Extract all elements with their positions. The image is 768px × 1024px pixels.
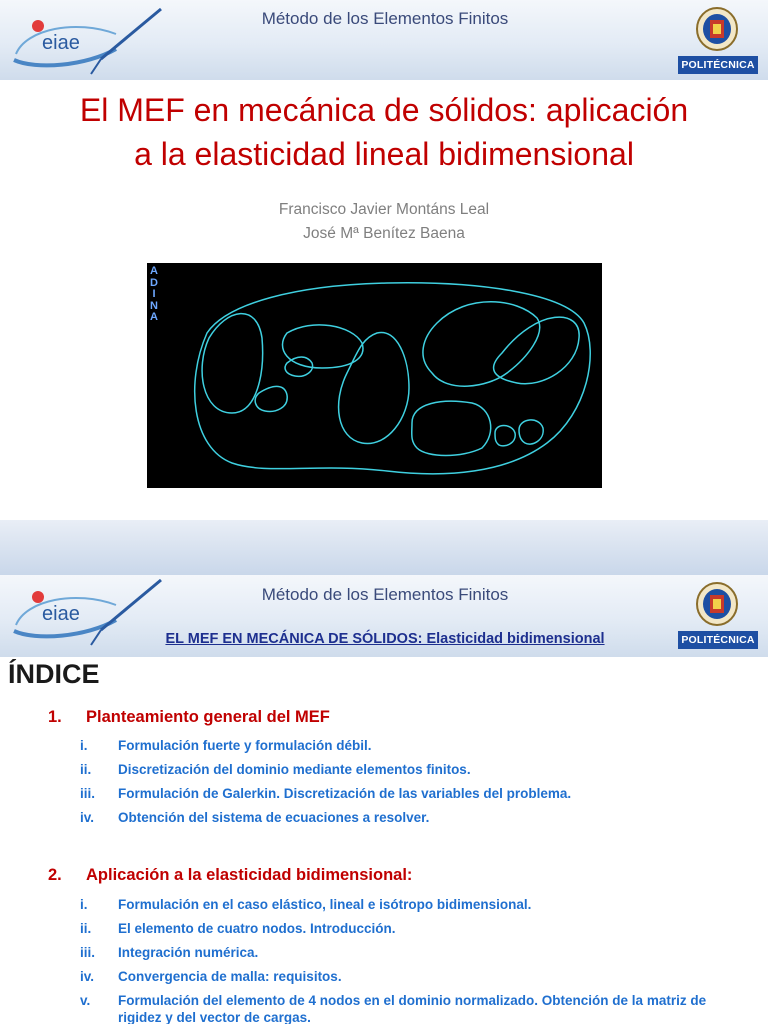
author-1: Francisco Javier Montáns Leal bbox=[278, 201, 490, 218]
upm-logo bbox=[678, 581, 758, 651]
presentation-title bbox=[20, 88, 748, 176]
hole-10 bbox=[519, 420, 543, 444]
upm-shield-icon bbox=[695, 6, 739, 52]
hole-8 bbox=[412, 401, 491, 455]
list-item bbox=[80, 785, 760, 802]
title-line-2: a la elasticidad lineal bidimensional bbox=[134, 136, 634, 172]
list-item bbox=[80, 737, 760, 754]
index-slide bbox=[0, 575, 768, 1024]
section-2-title bbox=[48, 866, 412, 885]
upm-label: POLITÉCNICA bbox=[678, 56, 758, 74]
item-text: Discretización del dominio mediante elementos finitos. bbox=[118, 762, 471, 777]
title-line-1: El MEF en mecánica de sólidos: aplicación bbox=[79, 92, 689, 128]
adina-letter: A bbox=[150, 311, 158, 323]
list-item bbox=[80, 761, 760, 778]
item-numeral: iv. bbox=[80, 969, 95, 984]
item-text: Formulación del elemento de 4 nodos en el dominio normalizado. Obtención de la matriz de rigidez y del vector de cargas. bbox=[118, 993, 707, 1024]
list-item bbox=[80, 896, 760, 913]
list-item bbox=[80, 920, 760, 937]
adina-letter: I bbox=[152, 288, 156, 300]
item-numeral: v. bbox=[80, 993, 91, 1008]
section-number: 2. bbox=[48, 866, 62, 884]
adina-letter: N bbox=[150, 299, 158, 312]
eiae-logo-text: eiae bbox=[42, 32, 80, 54]
outer-boundary bbox=[195, 283, 591, 474]
item-text: Formulación fuerte y formulación débil. bbox=[118, 738, 372, 753]
list-item bbox=[80, 809, 760, 826]
item-numeral: iii. bbox=[80, 786, 96, 801]
section-number: 1. bbox=[48, 708, 62, 726]
slide-separator bbox=[0, 520, 768, 575]
item-text: Formulación de Galerkin. Discretización de las variables del problema. bbox=[118, 786, 572, 801]
list-item bbox=[80, 944, 760, 961]
slide-header bbox=[0, 575, 768, 657]
upm-label: POLITÉCNICA bbox=[678, 631, 758, 649]
index-heading: ÍNDICE bbox=[8, 659, 100, 689]
item-numeral: i. bbox=[80, 897, 88, 912]
mesh-outline-drawing bbox=[147, 263, 602, 488]
upm-logo bbox=[678, 6, 758, 76]
section-1-title bbox=[48, 708, 330, 727]
section-title-text: Aplicación a la elasticidad bidimensional: bbox=[86, 866, 413, 884]
item-numeral: iv. bbox=[80, 810, 95, 825]
mesh-figure bbox=[147, 263, 602, 488]
list-item bbox=[80, 992, 760, 1024]
hole-6 bbox=[423, 302, 540, 386]
header-subtitle: EL MEF EN MECÁNICA DE SÓLIDOS: Elasticidad bidimensional bbox=[165, 631, 605, 647]
authors bbox=[0, 198, 768, 246]
list-item bbox=[80, 968, 760, 985]
header-title: Método de los Elementos Finitos bbox=[261, 9, 509, 28]
adina-label bbox=[149, 266, 159, 324]
item-text: Formulación en el caso elástico, lineal e isótropo bidimensional. bbox=[118, 897, 532, 912]
adina-letter: A bbox=[150, 265, 158, 277]
hole-3 bbox=[255, 386, 287, 411]
header-title: Método de los Elementos Finitos bbox=[261, 585, 509, 604]
slide-header bbox=[0, 0, 768, 80]
section-title-text: Planteamiento general del MEF bbox=[86, 708, 330, 726]
hole-5 bbox=[339, 332, 409, 443]
item-numeral: ii. bbox=[80, 762, 92, 777]
item-numeral: iii. bbox=[80, 945, 96, 960]
hole-9 bbox=[495, 426, 515, 446]
item-numeral: ii. bbox=[80, 921, 92, 936]
item-text: Convergencia de malla: requisitos. bbox=[118, 969, 342, 984]
eiae-logo bbox=[6, 4, 166, 78]
item-text: Integración numérica. bbox=[118, 945, 259, 960]
eiae-logo-text: eiae bbox=[42, 603, 80, 625]
item-numeral: i. bbox=[80, 738, 88, 753]
item-text: El elemento de cuatro nodos. Introducción. bbox=[118, 921, 396, 936]
adina-letter: D bbox=[150, 276, 158, 289]
upm-shield-icon bbox=[695, 581, 739, 627]
item-text: Obtención del sistema de ecuaciones a resolver. bbox=[118, 810, 430, 825]
author-2: José Mª Benítez Baena bbox=[303, 225, 465, 242]
hole-2 bbox=[282, 325, 362, 368]
